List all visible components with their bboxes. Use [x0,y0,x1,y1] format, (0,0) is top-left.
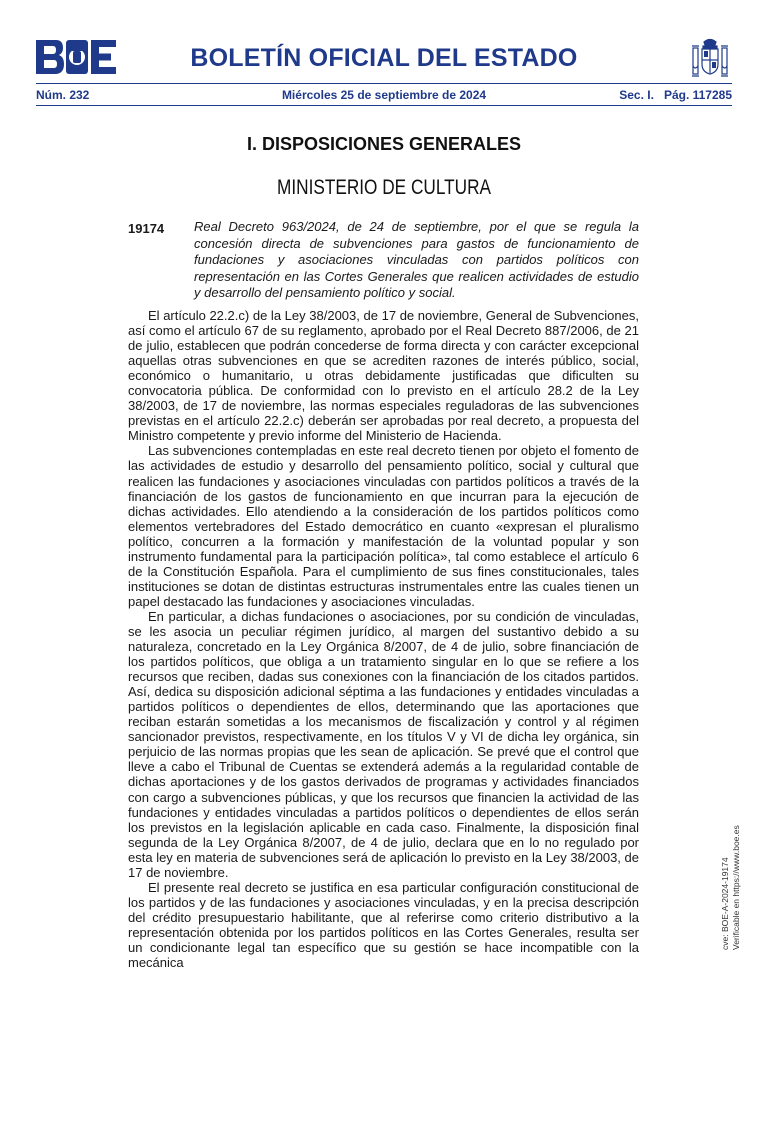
header-rule-top [36,83,732,84]
body-paragraph: En particular, a dichas fundaciones o asociaciones, por su condición de vinculadas, se les asocia un peculiar régimen jurídico, al margen del sustantivo debido a su naturaleza, concretado en la Ley Orgánica 8/2007, de 4 de julio, sobre financiación de los partidos políticos, que obliga a un tratamiento singular en lo que se refiere a los recursos que reciben, dadas sus conexiones con la financiación de los citados partidos. Así, dedica su disposición adicional séptima a las fundaciones y entidades vinculadas a partidos políticos o dependientes de ellos, determinando que las aportaciones que reciban estarán sometidas a los mecanismos de fiscalización y control y al régimen sancionador previstos, respectivamente, en los títulos V y VI de dicha ley orgánica, sin perjuicio de las normas propias que les sean de aplicación. Se prevé que el control que lleve a cabo el Tribunal de Cuentas se extenderá además a la regularidad contable de dichas aportaciones y de los gastos derivados de programas y actividades financiados con cargo a subvenciones públicas, y que los recursos que financien la actividad de las fundaciones y entidades vinculadas a partidos políticos o dependientes de ellos serán los previstos en la legislación aplicable en cada caso. Finalmente, la disposición final segunda de la Ley Orgánica 8/2007, de 4 de julio, declara que en lo no regulado por esta ley en materia de subvenciones será de aplicación lo previsto en la Ley 38/2003, de 17 de noviembre. [128,608,639,880]
document-summary: Real Decreto 963/2024, de 24 de septiembre, por el que se regula la concesión directa de subvenciones para gastos de funcionamiento de fundaciones y asociaciones vinculadas con partidos políticos con representación en las Cortes Generales que realicen actividades de estudio y desarrollo del pensamiento político y social. [194,219,639,300]
header-rule-bottom [36,105,732,106]
body-paragraph: Las subvenciones contempladas en este real decreto tienen por objeto el fomento de las actividades de estudio y desarrollo del pensamiento político, social y cultural que realicen las fundaciones y asociaciones vinculadas con partidos políticos a través de la financiación de los gastos de funcionamiento en que incurran para la ejecución de dichas actividades. Ello atendiendo a la consideración de los partidos políticos como elementos vertebradores del Estado democrático en cuanto «expresan el pluralismo político, concurren a la formación y manifestación de la voluntad popular y son instrumento fundamental para la participación política», tal como establece el artículo 6 de la Constitución Española. Para el cumplimiento de sus fines constitucionales, tales instituciones se dotan de distintas estructuras instrumentales entre las cuales tienen un papel destacado las fundaciones y asociaciones vinculadas. [128,443,639,609]
section-heading: I. DISPOSICIONES GENERALES [246,134,522,154]
body-paragraph: El artículo 22.2.c) de la Ley 38/2003, de 17 de noviembre, General de Subvenciones, así como el artículo 67 de su reglamento, aprobado por el Real Decreto 887/2006, de 21 de julio, establecen que podrán concederse de forma directa y con carácter excepcional aquellas otras subvenciones en que se acrediten razones de interés público, social, económico o humanitario, u otras debidamente justificadas que dificulten su convocatoria pública. De conformidad con lo previsto en el artículo 28.2 de la Ley 38/2003, de 17 de noviembre, las normas especiales reguladoras de las subvenciones previstas en el artículo 22.2.c) deberán ser aprobadas por real decreto, a propuesta del Ministro competente y previo informe del Ministerio de Hacienda. [128,308,639,444]
issue-date: Miércoles 25 de septiembre de 2024 [281,88,487,102]
document-number: 19174 [128,221,165,236]
section-page: Sec. I. Pág. 117285 [619,88,732,102]
ministry-heading: MINISTERIO DE CULTURA [277,176,491,199]
document-body [128,308,639,970]
verification-note [720,825,741,1130]
body-paragraph: El presente real decreto se justifica en esa particular configuración constitucional de los partidos y de las fundaciones y asociaciones vinculadas, y en la precisa descripción del crédito presupuestario habilitante, que al referirse como criterio distributivo a la representación obtenida por los partidos políticos en las Cortes Generales, resulta ser un condicionante legal tan específico que su gestión se hace incompatible con la mecánica [128,879,639,971]
verify-link[interactable]: Verificable en https://www.boe.es [731,825,741,950]
issue-number: Núm. 232 [36,88,90,102]
newspaper-title: BOLETÍN OFICIAL DEL ESTADO [190,44,578,72]
coat-of-arms-icon [690,36,730,80]
cve-code: cve: BOE-A-2024-19174 [720,857,730,950]
